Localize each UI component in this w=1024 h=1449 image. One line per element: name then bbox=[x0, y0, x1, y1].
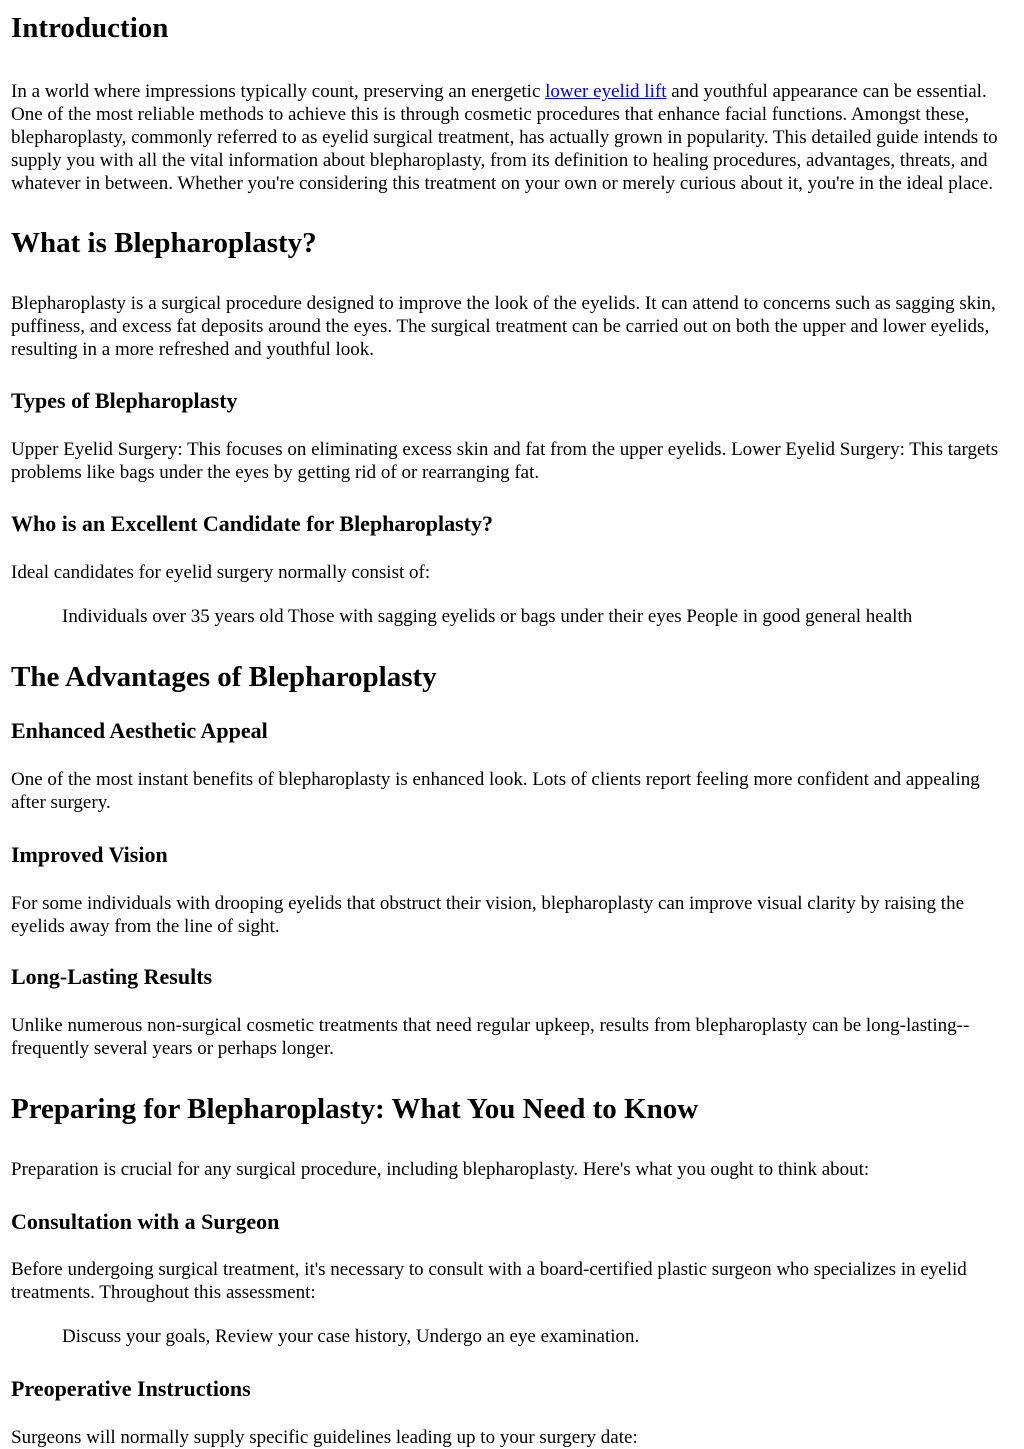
heading-preparing: Preparing for Blepharoplasty: What You Need to Know bbox=[11, 1093, 699, 1125]
heading-what-is-blepharoplasty: What is Blepharoplasty? bbox=[11, 227, 317, 259]
preparing-paragraph: Preparation is crucial for any surgical procedure, including blepharoplasty. Here's what you ought to think about: bbox=[11, 1159, 870, 1180]
results-paragraph: Unlike numerous non-surgical cosmetic treatments that need regular upkeep, results from blepharoplasty can be long-lasting-- frequently several years or perhaps longer. bbox=[11, 1015, 970, 1059]
intro-text-before-link: In a world where impressions typically count, preserving an energetic bbox=[11, 81, 546, 102]
heading-preoperative: Preoperative Instructions bbox=[11, 1376, 251, 1401]
heading-candidate: Who is an Excellent Candidate for Blepharoplasty? bbox=[11, 511, 494, 536]
heading-types: Types of Blepharoplasty bbox=[11, 388, 238, 413]
preoperative-paragraph: Surgeons will normally supply specific guidelines leading up to your surgery date: bbox=[11, 1427, 638, 1448]
intro-text-after-link: and youthful appearance can be essential. One of the most reliable methods to achieve this is through cosmetic procedures that enhance facial functions. Amongst these, blepharoplasty, commonly referred to as eyelid surgical treatment, has actually grown in popularity. This detailed guide intends to supply you with all the vital information about blepharoplasty, from its definition to healing procedures, advantages, threats, and whatever in between. Whether you're considering this treatment on your own or merely curious about it, you're in the ideal place. bbox=[11, 81, 998, 194]
what-is-paragraph: Blepharoplasty is a surgical procedure designed to improve the look of the eyelids. It can attend to concerns such as sagging skin, puffiness, and excess fat deposits around the eyes. The surgical treatment can be carried out on both the upper and lower eyelids, resulting in a more refreshed and youthful look. bbox=[11, 293, 996, 360]
heading-introduction: Introduction bbox=[11, 12, 169, 44]
consultation-paragraph: Before undergoing surgical treatment, it's necessary to consult with a board-certified plastic surgeon who specializes in eyelid treatments. Throughout this assessment: bbox=[11, 1259, 967, 1303]
intro-paragraph bbox=[11, 80, 1013, 195]
heading-long-lasting: Long-Lasting Results bbox=[11, 964, 213, 989]
consultation-quote: Discuss your goals, Review your case history, Undergo an eye examination. bbox=[62, 1326, 640, 1347]
types-paragraph: Upper Eyelid Surgery: This focuses on eliminating excess skin and fat from the upper eyelids. Lower Eyelid Surgery: This targets problems like bags under the eyes by getting rid of or rearranging fat. bbox=[11, 439, 999, 483]
candidate-paragraph: Ideal candidates for eyelid surgery normally consist of: bbox=[11, 562, 431, 583]
heading-advantages: The Advantages of Blepharoplasty bbox=[11, 661, 437, 693]
lower-eyelid-lift-link[interactable]: lower eyelid lift bbox=[545, 81, 667, 102]
vision-paragraph: For some individuals with drooping eyelids that obstruct their vision, blepharoplasty can improve visual clarity by raising the eyelids away from the line of sight. bbox=[11, 893, 964, 937]
heading-consultation: Consultation with a Surgeon bbox=[11, 1209, 280, 1234]
heading-aesthetic-appeal: Enhanced Aesthetic Appeal bbox=[11, 718, 268, 743]
aesthetic-paragraph: One of the most instant benefits of blepharoplasty is enhanced look. Lots of clients report feeling more confident and appealing after surgery. bbox=[11, 769, 980, 813]
heading-improved-vision: Improved Vision bbox=[11, 842, 168, 867]
candidate-quote: Individuals over 35 years old Those with sagging eyelids or bags under their eyes People in good general health bbox=[62, 606, 913, 627]
